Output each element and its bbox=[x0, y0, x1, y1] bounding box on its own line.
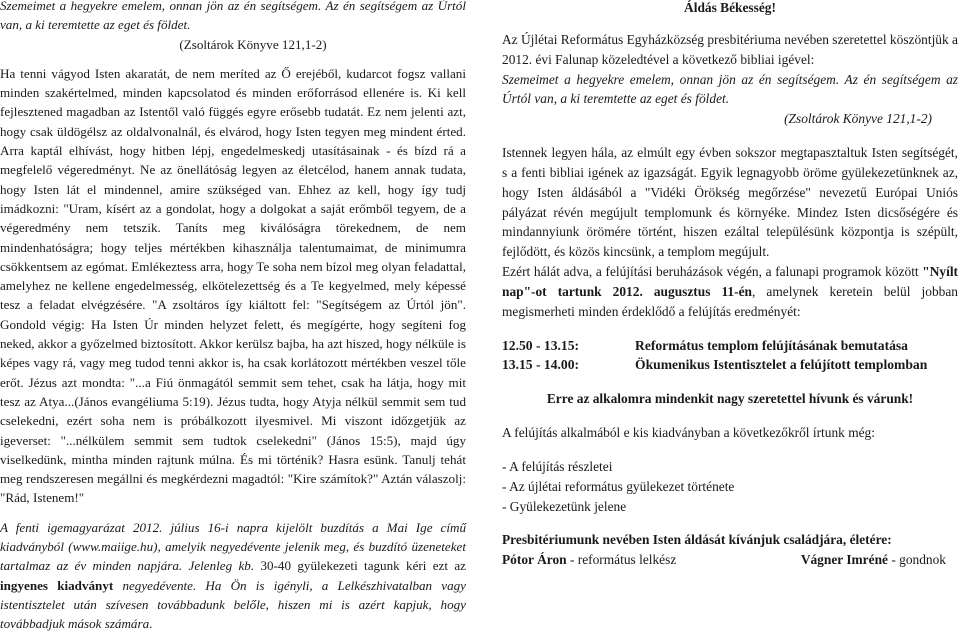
program-title: Református templom felújításának bemutatása bbox=[635, 337, 908, 353]
pastor-name: Pótor Áron bbox=[502, 552, 567, 568]
intro-quote: Szemeimet a hegyekre emelem, onnan jön az én segítségem. Az én segítségem az Úrtól van, a ki teremtette az eget és földet. bbox=[0, 0, 466, 33]
signature-pastor bbox=[502, 550, 676, 570]
note-italic-1: A fenti igemagyarázat 2012. július 16-i napra kijelölt buzdítás a Mai Ige című kiadványból (www.maiige.hu), amelyik negyedévente jelenik meg, és buzdító üzeneteket tartalmaz az év minden napjára. Jelenleg kb. bbox=[0, 519, 466, 574]
publication-note bbox=[0, 518, 466, 634]
greeting: Áldás Békesség! bbox=[684, 0, 776, 15]
signatures bbox=[502, 550, 958, 570]
program-title: Ökumenikus Istentisztelet a felújított templomban bbox=[635, 357, 928, 373]
bible-quote-source: (Zsoltárok Könyve 121,1-2) bbox=[784, 111, 932, 127]
renovation-paragraph: Istennek legyen hála, az elmúlt egy évben sokszor megtapasztaltuk Isten segítségét, s a fenti bibliai igének az igazságát. Egyik legnagyobb öröme gyülekezetünknek az, hogy Isten áldásából a "Vidéki Örökség megőrzése" nevezetű Európai Uniós pályázat révén megújult templomunk és környéke. Mindez Isten dicsőségére és mindannyiunk örömére történt, hiszen ezáltal településünk központja is szépült, fejlődött, és közös kincsünk, a templom megújult. bbox=[502, 145, 958, 260]
right-column bbox=[502, 0, 958, 570]
warden-role: - gondnok bbox=[887, 552, 946, 568]
note-bold: ingyenes kiadványt bbox=[0, 577, 114, 593]
contents-list-item: - Gyülekezetünk jelene bbox=[502, 498, 627, 514]
closing-blessing: Presbitériumunk nevében Isten áldását kívánjuk családjára, életére: bbox=[502, 532, 892, 548]
note-italic-2: negyedévente. Ha Ön is igényli, a Lelkészhivatalban vagy istentisztelet után szívesen továbbadunk belőle, hiszen mi is azért kapjuk, hogy továbbadjuk mások számára bbox=[0, 577, 466, 632]
welcome-paragraph: Az Újlétai Református Egyházközség presbitériuma nevében szeretettel köszöntjük a 2012. évi Falunap közeledtével a következő bibliai igével: bbox=[502, 31, 958, 67]
program-time: 12.50 - 13.15: bbox=[502, 337, 580, 353]
program-row bbox=[502, 355, 958, 375]
devotional-body: Ha tenni vágyod Isten akaratát, de nem meríted az Ő erejéből, kudarcot fogsz vallani minden szakértelmed, minden kapcsolatod és minden erőforrásod ellenére is. Ki kell fejlesztened magadban az Istentől való függés egyre erősebb tudatát. Ez nem jelenti azt, hogy csak üldögélsz az oldalvonalnál, és elvárod, hogy Isten tegyen meg mindent érted. Arra kaptál elhívást, hogy hitben lépj, engedelmeskedj utasításainak - és bízd rá a megfelelő végeredményt. Ne az önellátóság legyen az életcélod, hanem annak tudata, hogy Isten lát el mindennel, amire szükséged van. Ehhez az kell, hogy így tudj imádkozni: "Uram, kísért az a gondolat, hogy a dolgokat a saját erőmből tegyem, de a végeredmény nem tetszik. Taníts meg kiválóságra törekednem, de nem mindenhatóságra; hogy teljes mértékben kihasználja talentumaimat, de minimumra csökkentsem az egómat. Emlékeztess arra, hogy Te soha nem bízol meg olyan feladattal, amelyhez ne kellene engedelmesség, elkötelezettség és a Te kegyelmed, mely képessé tesz a feladat elvégzésére. "A zsoltáros így kiáltott fel: "Segítségem az Úrtól jön". Gondold végig: Ha Isten Úr minden helyzet felett, és megígérte, hogy segíteni fog neked, akkor a győzelmed biztosított. Akkor kerülsz bajba, ha azt hiszed, hogy nélküle is képes vagy rá, vagy meg tudod tenni akkor is, ha csak korlátozott mértékben veszel tőle erőt. Jézus azt mondta: "...a Fiú önmagától semmit sem tehet, csak ha látja, hogy mit tesz az Atya...(János evangéliuma 5:19). Jézus tudta, hogy Atyja nélkül semmit sem tud cselekedni, ezért soha nem is próbálkozott ilyesmivel. Mi viszont időzgetjük az igeverset: "...nélkülem semmit sem tudtok cselekedni" (János 15:5), majd úgy viselkedünk, mintha minden rajtunk múlna. És mi történik? Hasra esünk. Tanulj tehát meg rendszeresen megállni és megkérdezni magadtól: "Kire számítok?" Aztán válaszolj: "Rád, Istenem!" bbox=[0, 65, 466, 506]
open-day-paragraph bbox=[502, 262, 958, 322]
bible-quote: Szemeimet a hegyekre emelem, onnan jön az én segítségem. Az én segítségem az Úrtól van, a ki teremtette az eget és földet. bbox=[502, 71, 958, 107]
intro-quote-source: (Zsoltárok Könyve 121,1-2) bbox=[179, 36, 327, 52]
pastor-role: - református lelkész bbox=[566, 552, 677, 568]
contents-list-item: - Az újlétai református gyülekezet története bbox=[502, 478, 735, 494]
left-column bbox=[0, 0, 466, 634]
contents-intro: A felújítás alkalmából e kis kiadványban a következőkről írtunk még: bbox=[502, 425, 875, 441]
open-day-text-c: , amelynek keretein belül jobban megismerheti minden érdeklődő a felújítás eredményét: bbox=[502, 283, 958, 319]
program-time: 13.15 - 14.00: bbox=[502, 357, 580, 373]
invitation: Erre az alkalomra mindenkit nagy szeretettel hívunk és várunk! bbox=[546, 391, 914, 407]
signature-warden bbox=[801, 550, 958, 570]
warden-name: Vágner Imréné bbox=[800, 552, 888, 568]
open-day-date: "Nyílt nap"-ot tartunk 2012. augusztus 11-én bbox=[502, 264, 958, 299]
program-row bbox=[502, 336, 958, 356]
open-day-text-a: Ezért hálát adva, a felújítási beruházások végén, a falunapi programok között bbox=[502, 264, 923, 280]
contents-list-item: - A felújítás részletei bbox=[502, 458, 613, 474]
note-end: . bbox=[149, 616, 153, 632]
note-normal-1: 30-40 gyülekezeti tagunk kéri ezt az bbox=[254, 558, 466, 574]
